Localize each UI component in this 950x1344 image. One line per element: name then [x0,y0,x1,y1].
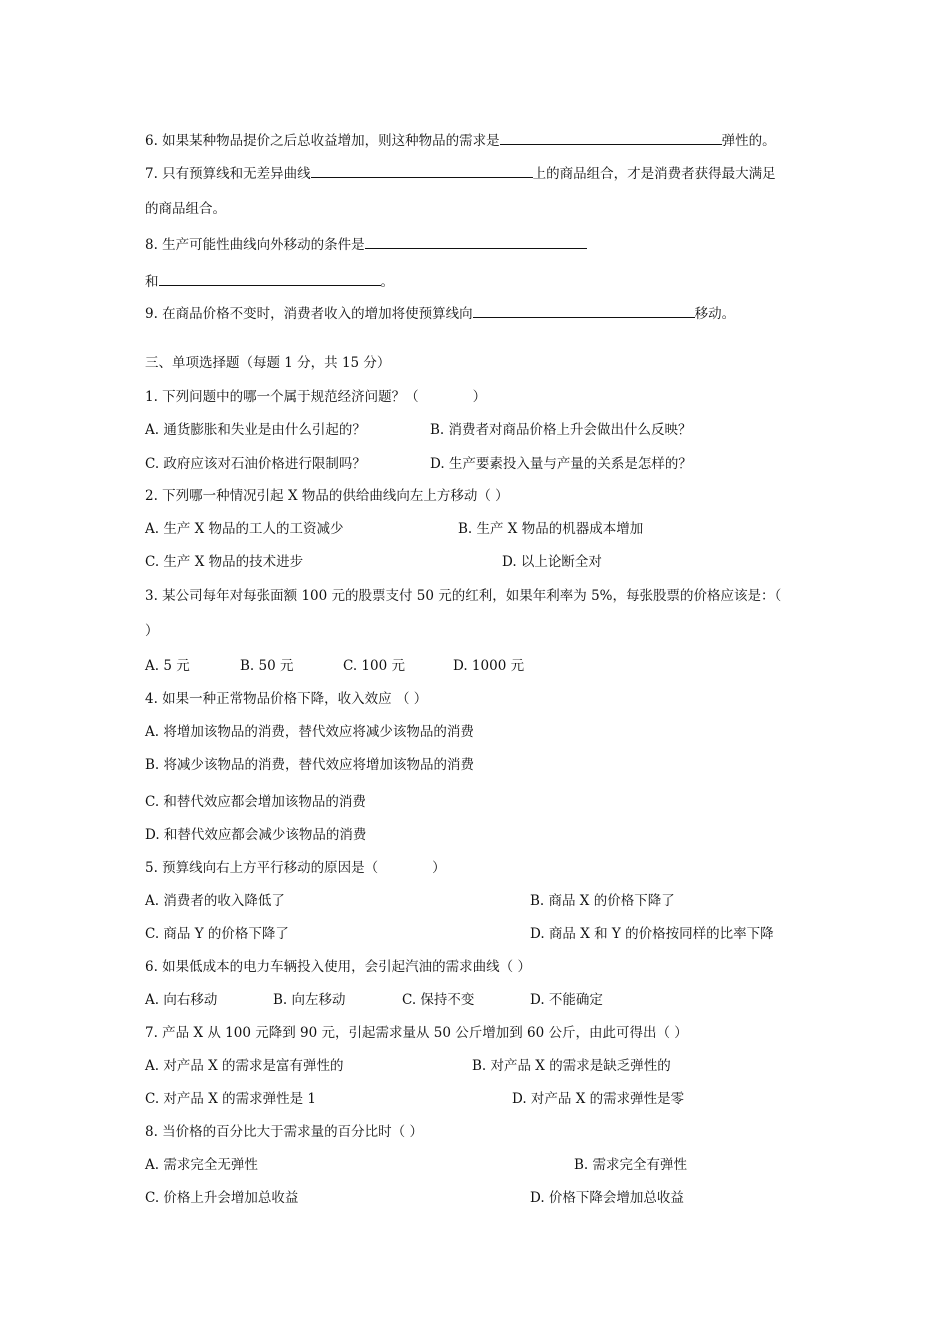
question-5-option-d: D. 商品 X 和 Y 的价格按同样的比率下降 [530,926,774,942]
question-8-stem: 8. 当价格的百分比大于需求量的百分比时（ ） [145,1124,423,1140]
fill-q7-text: 7. 只有预算线和无差异曲线 [145,166,311,182]
answer-blank [473,303,695,318]
question-2-option-d: D. 以上论断全对 [502,554,602,570]
fill-question-8 [145,234,587,254]
question-7-option-c: C. 对产品 X 的需求弹性是 1 [145,1091,317,1107]
fill-question-7-continued: 的商品组合。 [145,201,226,217]
question-1-stem: 1. 下列问题中的哪一个属于规范经济问题？（ ） [145,389,487,405]
question-2-option-c: C. 生产 X 物品的技术进步 [145,554,304,570]
fill-question-9 [145,303,735,323]
question-8-option-a: A. 需求完全无弹性 [145,1157,258,1173]
question-3-option-a: A. 5 元 [145,658,190,674]
section-title: 三、单项选择题（每题 1 分，共 15 分） [145,355,391,371]
question-3-stem: 3. 某公司每年对每张面额 100 元的股票支付 50 元的红利，如果年利率为 5%，每张股票的价格应该是：（ [145,588,782,604]
question-1-option-a: A. 通货膨胀和失业是由什么引起的？ [145,422,366,438]
question-8-option-b: B. 需求完全有弹性 [574,1157,688,1173]
question-4-stem: 4. 如果一种正常物品价格下降，收入效应 （ ） [145,691,428,707]
fill-q8-and: 和 [145,274,159,290]
question-1-option-d: D. 生产要素投入量与产量的关系是怎样的？ [430,456,692,472]
question-5-stem: 5. 预算线向右上方平行移动的原因是（ ） [145,860,446,876]
fill-q6-suffix: 弹性的。 [721,133,776,149]
question-4-option-d: D. 和替代效应都会减少该物品的消费 [145,827,367,843]
question-7-option-b: B. 对产品 X 的需求是缺乏弹性的 [472,1058,671,1074]
question-6-option-a: A. 向右移动 [145,992,218,1008]
question-1-option-b: B. 消费者对商品价格上升会做出什么反映？ [430,422,692,438]
answer-blank [365,234,587,249]
question-7-stem: 7. 产品 X 从 100 元降到 90 元，引起需求量从 50 公斤增加到 60 公斤，由此可得出（ ） [145,1025,688,1041]
question-3-stem-continued: ） [145,623,159,639]
answer-blank [311,163,533,178]
fill-q8-suffix: 。 [380,274,394,290]
question-5-option-c: C. 商品 Y 的价格下降了 [145,926,289,942]
fill-question-8-continued [145,271,394,291]
question-3-option-b: B. 50 元 [240,658,294,674]
question-1-option-c: C. 政府应该对石油价格进行限制吗？ [145,456,366,472]
question-7-option-d: D. 对产品 X 的需求弹性是零 [512,1091,685,1107]
question-6-option-d: D. 不能确定 [530,992,603,1008]
question-5-option-a: A. 消费者的收入降低了 [145,893,285,909]
fill-q9-text: 9. 在商品价格不变时，消费者收入的增加将使预算线向 [145,306,473,322]
fill-q6-text: 6. 如果某种物品提价之后总收益增加，则这种物品的需求是 [145,133,500,149]
fill-question-6 [145,130,776,150]
question-6-option-b: B. 向左移动 [273,992,346,1008]
fill-question-7 [145,163,776,183]
question-8-option-c: C. 价格上升会增加总收益 [145,1190,299,1206]
question-4-option-b: B. 将减少该物品的消费，替代效应将增加该物品的消费 [145,757,475,773]
fill-q9-suffix: 移动。 [694,306,736,322]
question-2-option-a: A. 生产 X 物品的工人的工资减少 [145,521,344,537]
question-3-option-d: D. 1000 元 [453,658,525,674]
question-2-option-b: B. 生产 X 物品的机器成本增加 [458,521,644,537]
question-8-option-d: D. 价格下降会增加总收益 [530,1190,684,1206]
answer-blank [159,271,381,286]
question-5-option-b: B. 商品 X 的价格下降了 [530,893,675,909]
question-2-stem: 2. 下列哪一种情况引起 X 物品的供给曲线向左上方移动（ ） [145,488,509,504]
answer-blank [500,130,722,145]
question-6-option-c: C. 保持不变 [402,992,475,1008]
question-4-option-a: A. 将增加该物品的消费，替代效应将减少该物品的消费 [145,724,474,740]
question-3-option-c: C. 100 元 [343,658,405,674]
fill-q7-suffix: 上的商品组合，才是消费者获得最大满足 [532,166,776,182]
question-6-stem: 6. 如果低成本的电力车辆投入使用，会引起汽油的需求曲线（ ） [145,959,531,975]
question-4-option-c: C. 和替代效应都会增加该物品的消费 [145,794,366,810]
fill-q8-text: 8. 生产可能性曲线向外移动的条件是 [145,237,365,253]
question-7-option-a: A. 对产品 X 的需求是富有弹性的 [145,1058,344,1074]
